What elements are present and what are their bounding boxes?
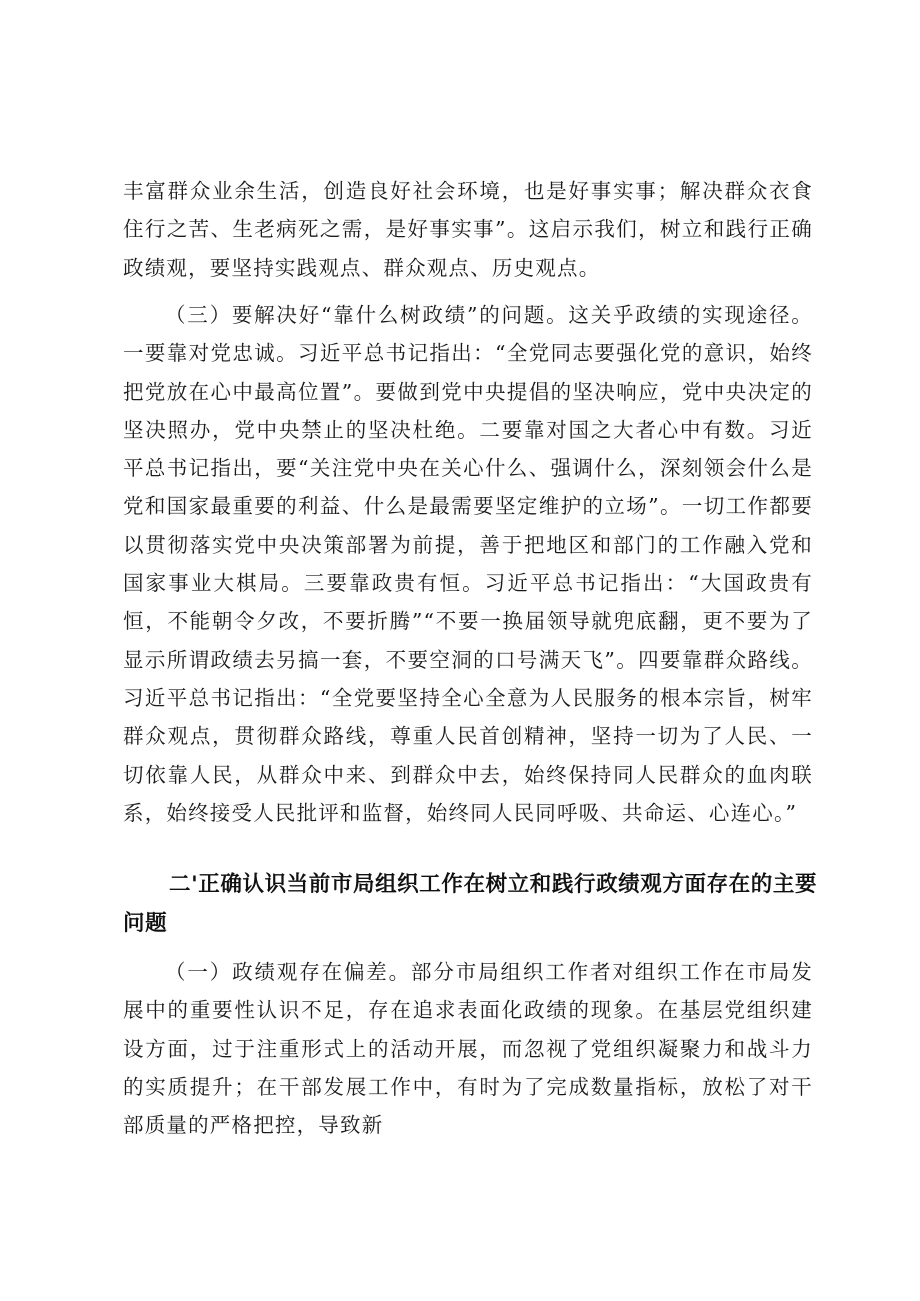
section-heading: 二'正确认识当前市局组织工作在树立和践行政绩观方面存在的主要问题 [123,872,818,936]
body-paragraph: （一）政绩观存在偏差。部分市局组织工作者对组织工作在市局发展中的重要性认识不足，存在追求表面化政绩的现象。在基层党组织建设方面，过于注重形式上的活动开展，而忽视了党组织凝聚力和战斗力的实质提升；在干部发展工作中，有时为了完成数量指标，放松了对干部质量的严格把控，导致新 [123,960,813,1138]
body-paragraph: （三）要解决好“靠什么树政绩”的问题。这关乎政绩的实现途径。一要靠对党忠诚。习近平总书记指出：“全党同志要强化党的意识，始终把党放在心中最高位置”。要做到党中央提倡的坚决响应，党中央决定的坚决照办，党中央禁止的坚决杜绝。二要靠对国之大者心中有数。习近平总书记指出，要“关注党中央在关心什么、强调什么，深刻领会什么是党和国家最重要的利益、什么是最需要坚定维护的立场”。一切工作都要以贯彻落实党中央决策部署为前提，善于把地区和部门的工作融入党和国家事业大棋局。三要靠政贵有恒。习近平总书记指出：“大国政贵有恒，不能朝令夕改，不要折腾”“不要一换届领导就兜底翻，更不要为了显示所谓政绩去另搞一套，不要空洞的口号满天飞”。四要靠群众路线。习近平总书记指出：“全党要坚持全心全意为人民服务的根本宗旨，树牢群众观点，贯彻群众路线，尊重人民首创精神，坚持一切为了人民、一切依靠人民，从群众中来、到群众中去，始终保持同人民群众的血肉联系，始终接受人民批评和监督，始终同人民同呼吸、共命运、心连心。” [123,303,813,825]
body-paragraph: 丰富群众业余生活，创造良好社会环境，也是好事实事；解决群众衣食住行之苦、生老病死之需，是好事实事”。这启示我们，树立和践行正确政绩观，要坚持实践观点、群众观点、历史观点。 [123,179,813,280]
